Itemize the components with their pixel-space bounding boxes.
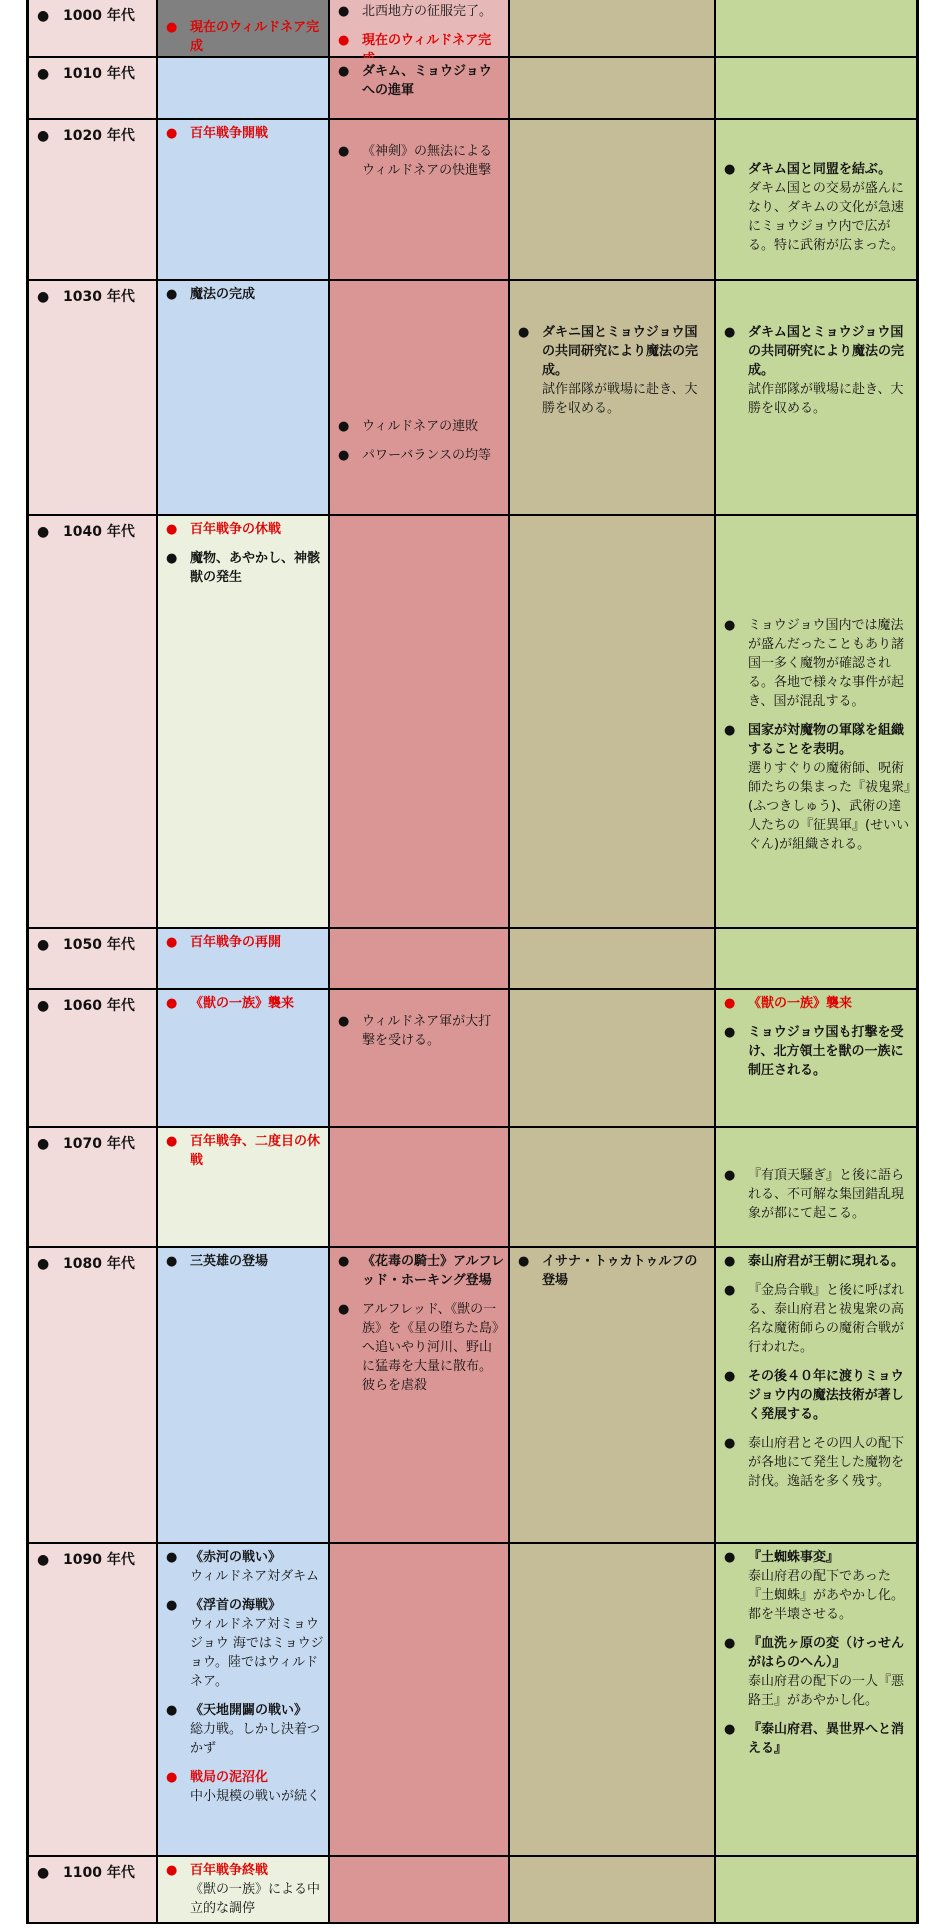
cell-content [164, 1252, 324, 1281]
timeline-cell-col2 [330, 516, 510, 927]
year-text: 1060 年代 [63, 998, 135, 1014]
timeline-cell-col4 [716, 120, 916, 279]
timeline-cell-col2 [330, 120, 510, 279]
year-cell [29, 990, 158, 1126]
event-text: 『泰山府君、異世界へと消える』 [748, 1722, 905, 1756]
timeline-cell-col4 [716, 990, 916, 1126]
cell-content [516, 1252, 710, 1300]
bullet-icon: ● [166, 551, 178, 566]
timeline-row [29, 0, 916, 58]
event-text: ミョウジョウ国も打撃を受け、北方領土を獣の一族に制圧される。 [748, 1025, 904, 1078]
timeline-cell-col3 [510, 281, 716, 514]
timeline-cell-col3 [510, 1128, 716, 1246]
event-item [336, 142, 504, 180]
timeline-cell-col3 [510, 1248, 716, 1542]
event-text: 百年戦争、二度目の休戦 [190, 1134, 321, 1168]
bullet-icon: ● [166, 1254, 178, 1269]
cell-content [336, 1012, 504, 1060]
timeline-cell-col3 [510, 120, 716, 279]
event-item [336, 1300, 504, 1395]
bullet-icon: ● [37, 66, 50, 82]
event-item [336, 446, 504, 465]
event-detail: 泰山府君の配下の一人『悪路王』があやかし化。 [748, 1674, 905, 1708]
event-text: 《浮首の海戦》 [190, 1598, 282, 1613]
timeline-row [29, 990, 916, 1128]
event-item [722, 1281, 912, 1357]
event-item [722, 1023, 912, 1080]
event-item [722, 721, 912, 854]
year-cell [29, 0, 158, 56]
year-label [37, 5, 135, 25]
event-item [722, 616, 912, 711]
event-item [336, 417, 504, 436]
year-cell [29, 1857, 158, 1922]
event-item [516, 323, 710, 418]
bullet-icon: ● [166, 996, 178, 1011]
bullet-icon: ● [166, 1550, 178, 1565]
year-text: 1010 年代 [63, 66, 135, 82]
timeline-row [29, 1128, 916, 1248]
cell-content [164, 1548, 324, 1816]
cell-content [164, 1132, 324, 1180]
event-text: 百年戦争の休戦 [190, 522, 282, 537]
year-text: 1050 年代 [63, 937, 135, 953]
timeline-cell-col2 [330, 58, 510, 118]
event-item [164, 1252, 324, 1271]
bullet-icon: ● [338, 144, 350, 159]
event-text: 百年戦争の再開 [190, 935, 282, 950]
event-text: ダキム国とミョウジョウ国の共同研究により魔法の完成。 [748, 325, 905, 378]
year-text: 1000 年代 [63, 8, 135, 24]
timeline-cell-col4 [716, 1857, 916, 1922]
event-item [722, 1252, 912, 1271]
event-text: 国家が対魔物の軍隊を組織することを表明。 [748, 723, 905, 757]
timeline-row [29, 929, 916, 990]
event-item [164, 1132, 324, 1170]
bullet-icon: ● [166, 1770, 178, 1785]
timeline-cell-col2 [330, 281, 510, 514]
bullet-icon: ● [37, 128, 50, 144]
timeline-cell-col2 [330, 1857, 510, 1922]
bullet-icon: ● [724, 618, 736, 633]
event-item [722, 1434, 912, 1491]
event-item [722, 1166, 912, 1223]
timeline-cell-col3 [510, 1544, 716, 1855]
event-item [722, 994, 912, 1013]
bullet-icon: ● [724, 1168, 736, 1183]
event-text: ダキニ国とミョウジョウ国の共同研究により魔法の完成。 [542, 325, 699, 378]
year-label [37, 1549, 135, 1569]
bullet-icon: ● [166, 1598, 178, 1613]
year-cell [29, 1128, 158, 1246]
event-item [164, 18, 324, 56]
timeline-cell-col4 [716, 1128, 916, 1246]
timeline-cell-col3 [510, 929, 716, 988]
event-text: その後４０年に渡りミョウジョウ内の魔法技術が著しく発展する。 [748, 1369, 904, 1422]
bullet-icon: ● [724, 1636, 736, 1651]
event-text: パワーバランスの均等 [362, 448, 491, 463]
cell-content [722, 160, 912, 265]
event-item [164, 1548, 324, 1586]
bullet-icon: ● [37, 1136, 50, 1152]
bullet-icon: ● [37, 289, 50, 305]
year-label [37, 125, 135, 145]
bullet-icon: ● [166, 20, 178, 35]
event-text: 三英雄の登場 [190, 1254, 269, 1269]
event-item [164, 994, 324, 1013]
cell-content [336, 62, 504, 110]
timeline-cell-col1 [158, 1248, 330, 1542]
bullet-icon: ● [724, 1722, 736, 1737]
event-detail: 試作部隊が戦場に赴き、大勝を収める。 [748, 382, 904, 416]
event-item [336, 1252, 504, 1290]
bullet-icon: ● [338, 33, 350, 48]
event-item [516, 1252, 710, 1290]
timeline-cell-col4 [716, 516, 916, 927]
cell-content [164, 520, 324, 597]
cell-content [336, 1252, 504, 1405]
event-text: 泰山府君とその四人の配下が各地にて発生した魔物を討伐。逸話を多く残す。 [748, 1436, 905, 1489]
event-item [336, 1012, 504, 1050]
event-text: 百年戦争開戦 [190, 126, 269, 141]
timeline-cell-col3 [510, 516, 716, 927]
year-text: 1020 年代 [63, 128, 135, 144]
bullet-icon: ● [518, 325, 530, 340]
timeline-cell-col4 [716, 1248, 916, 1542]
event-text: 現在のウィルドネア完 [362, 33, 492, 48]
event-text: 魔法の完成 [190, 287, 256, 302]
timeline-cell-col3 [510, 0, 716, 56]
event-detail: ウィルドネア対ミョウジョウ 海ではミョウジョウ。陸ではウィルドネア。 [190, 1617, 324, 1689]
event-item [722, 1634, 912, 1710]
timeline-cell-col2 [330, 990, 510, 1126]
timeline-cell-col2 [330, 1248, 510, 1542]
bullet-icon: ● [724, 1436, 736, 1451]
cell-content [722, 323, 912, 428]
event-text: ウィルドネア軍が大打撃を受ける。 [362, 1014, 492, 1048]
event-text: ダキム国と同盟を結ぶ。 [748, 162, 892, 177]
event-item [164, 1701, 324, 1758]
event-item [164, 124, 324, 143]
cell-content [164, 1861, 324, 1928]
timeline-row [29, 281, 916, 516]
timeline-cell-col4 [716, 58, 916, 118]
year-text: 1030 年代 [63, 289, 135, 305]
event-text: 《獣の一族》襲来 [748, 996, 853, 1011]
year-cell [29, 58, 158, 118]
event-text: ウィルドネアの連敗 [362, 419, 479, 434]
event-detail: 試作部隊が戦場に赴き、大勝を収める。 [542, 382, 698, 416]
timeline-cell-col4 [716, 281, 916, 514]
timeline-cell-col4 [716, 0, 916, 56]
timeline-cell-col1 [158, 0, 330, 56]
timeline-cell-col3 [510, 58, 716, 118]
bullet-icon: ● [338, 64, 350, 79]
cell-content [722, 1166, 912, 1233]
event-item [164, 933, 324, 952]
bullet-icon: ● [166, 935, 178, 950]
event-detail: 選りすぐりの魔術師、呪術師たちの集まった『祓鬼衆』(ふつきしゅう)、武術の達人たちの『征異軍』(せいいぐん)が組織される。 [748, 761, 911, 852]
event-item [722, 1367, 912, 1424]
cell-content [722, 1548, 912, 1768]
event-text: 『血洗ヶ原の変（けっせんがはらのへん）』 [748, 1636, 905, 1670]
timeline-cell-col2 [330, 0, 510, 56]
bullet-icon: ● [338, 1302, 350, 1317]
event-detail: 総力戦。しかし決着つかず [190, 1722, 321, 1756]
bullet-icon: ● [518, 1254, 530, 1269]
bullet-icon: ● [37, 1865, 50, 1881]
timeline-row [29, 516, 916, 929]
year-label [37, 995, 135, 1015]
cell-content [336, 142, 504, 190]
timeline-cell-col3 [510, 990, 716, 1126]
timeline-row [29, 1857, 916, 1924]
event-detail: ダキム国との交易が盛んになり、ダキムの文化が急速にミョウジョウ内で広がる。特に武術が広まった。 [748, 181, 905, 253]
event-text: 『金烏合戦』と後に呼ばれる、泰山府君と祓鬼衆の高名な魔術師らの魔術合戦が行われた。 [748, 1283, 905, 1355]
bullet-icon: ● [724, 996, 736, 1011]
year-text: 1100 年代 [63, 1865, 135, 1881]
timeline-cell-col1 [158, 120, 330, 279]
event-text: ダキム、ミョウジョウへの進軍 [362, 64, 492, 98]
bullet-icon: ● [724, 723, 736, 738]
timeline-cell-col4 [716, 929, 916, 988]
bullet-icon: ● [37, 1256, 50, 1272]
event-text: 現在のウィルドネア完成 [190, 20, 320, 54]
timeline-cell-col1 [158, 990, 330, 1126]
bullet-icon: ● [338, 448, 350, 463]
event-text: 《神剣》の無法によるウィルドネアの快進撃 [362, 144, 493, 178]
timeline-cell-col1 [158, 1857, 330, 1922]
bullet-icon: ● [166, 1703, 178, 1718]
cell-content [722, 994, 912, 1090]
timeline-cell-col4 [716, 1544, 916, 1855]
bullet-icon: ● [37, 998, 50, 1014]
year-label [37, 1133, 135, 1153]
event-detail: 泰山府君の配下であった『土蜘蛛』があやかし化。都を半壊させる。 [748, 1569, 905, 1622]
event-item [164, 549, 324, 587]
timeline-cell-col1 [158, 516, 330, 927]
timeline-cell-col1 [158, 1128, 330, 1246]
cell-content [722, 1252, 912, 1501]
year-label [37, 1253, 135, 1273]
year-label [37, 1862, 135, 1882]
event-text: イサナ・トゥカトゥルフの登場 [542, 1254, 698, 1288]
timeline-cell-col1 [158, 58, 330, 118]
year-label [37, 286, 135, 306]
event-detail: 《獣の一族》による中立的な調停 [190, 1882, 321, 1916]
event-text: 《天地開闢の戦い》 [190, 1703, 308, 1718]
bullet-icon: ● [724, 1550, 736, 1565]
event-item [722, 1720, 912, 1758]
bullet-icon: ● [166, 1863, 178, 1878]
event-detail: 中小規模の戦いが続く [190, 1789, 321, 1804]
event-item [336, 62, 504, 100]
bullet-icon: ● [724, 162, 736, 177]
timeline-cell-col1 [158, 929, 330, 988]
timeline-row [29, 120, 916, 281]
bullet-icon: ● [338, 4, 350, 19]
year-text: 1080 年代 [63, 1256, 135, 1272]
bullet-icon: ● [37, 8, 50, 24]
cell-content [164, 994, 324, 1023]
event-text: 《花毒の騎士》アルフレッド・ホーキング登場 [362, 1254, 504, 1288]
year-cell [29, 1544, 158, 1855]
timeline-row [29, 58, 916, 120]
year-cell [29, 516, 158, 927]
cell-content [722, 616, 912, 864]
timeline-table [26, 0, 919, 1924]
bullet-icon: ● [724, 1254, 736, 1269]
event-text: 《獣の一族》襲来 [190, 996, 295, 1011]
event-text: 『有頂天騒ぎ』と後に語られる、不可解な集団錯乱現象が都にて起こる。 [748, 1168, 905, 1221]
bullet-icon: ● [724, 1025, 736, 1040]
event-text: 『土蜘蛛事変』 [748, 1550, 840, 1565]
event-item [164, 285, 324, 304]
cell-content [164, 933, 324, 962]
event-detail: ウィルドネア対ダキム [190, 1569, 319, 1584]
cell-content [164, 124, 324, 153]
event-item [722, 323, 912, 418]
timeline-cell-col2 [330, 1544, 510, 1855]
year-label [37, 63, 135, 83]
bullet-icon: ● [166, 126, 178, 141]
timeline-cell-col3 [510, 1857, 716, 1922]
event-text: 戦局の泥沼化 [190, 1770, 269, 1785]
year-text: 1090 年代 [63, 1552, 135, 1568]
bullet-icon: ● [166, 287, 178, 302]
cell-content [516, 323, 710, 428]
timeline-row [29, 1544, 916, 1857]
event-item [164, 1596, 324, 1691]
bullet-icon: ● [37, 524, 50, 540]
bullet-icon: ● [724, 325, 736, 340]
event-text: 北西地方の征服完了。 [362, 4, 493, 19]
event-item [164, 1768, 324, 1806]
event-text: アルフレッド、《獣の一族》を《星の堕ちた島》へ追いやり河川、野山に猛毒を大量に散布。彼らを虐殺 [362, 1302, 499, 1393]
event-item [164, 1861, 324, 1918]
bullet-icon: ● [338, 419, 350, 434]
year-cell [29, 1248, 158, 1542]
event-item [164, 520, 324, 539]
year-cell [29, 929, 158, 988]
event-item [336, 2, 504, 21]
event-text: 泰山府君が王朝に現れる。 [748, 1254, 905, 1269]
year-cell [29, 281, 158, 514]
year-text: 1040 年代 [63, 524, 135, 540]
timeline-cell-col2 [330, 929, 510, 988]
event-item [722, 160, 912, 255]
bullet-icon: ● [166, 1134, 178, 1149]
timeline-cell-col1 [158, 1544, 330, 1855]
bullet-icon: ● [338, 1014, 350, 1029]
timeline-cell-col2 [330, 1128, 510, 1246]
cell-content [336, 417, 504, 475]
event-text: 《赤河の戦い》 [190, 1550, 282, 1565]
bullet-icon: ● [166, 522, 178, 537]
bullet-icon: ● [338, 1254, 350, 1269]
year-label [37, 521, 135, 541]
timeline-row [29, 1248, 916, 1544]
bullet-icon: ● [724, 1283, 736, 1298]
year-text: 1070 年代 [63, 1136, 135, 1152]
cell-content [164, 285, 324, 314]
event-text: ミョウジョウ国内では魔法が盛んだったこともあり諸国一多く魔物が確認される。各地で様々な事件が起き、国が混乱する。 [748, 618, 905, 709]
event-text: 百年戦争終戦 [190, 1863, 269, 1878]
bullet-icon: ● [37, 937, 50, 953]
event-text: 魔物、あやかし、神骸獣の発生 [190, 551, 321, 585]
bullet-icon: ● [724, 1369, 736, 1384]
year-cell [29, 120, 158, 279]
year-label [37, 934, 135, 954]
timeline-cell-col1 [158, 281, 330, 514]
event-item [722, 1548, 912, 1624]
bullet-icon: ● [37, 1552, 50, 1568]
